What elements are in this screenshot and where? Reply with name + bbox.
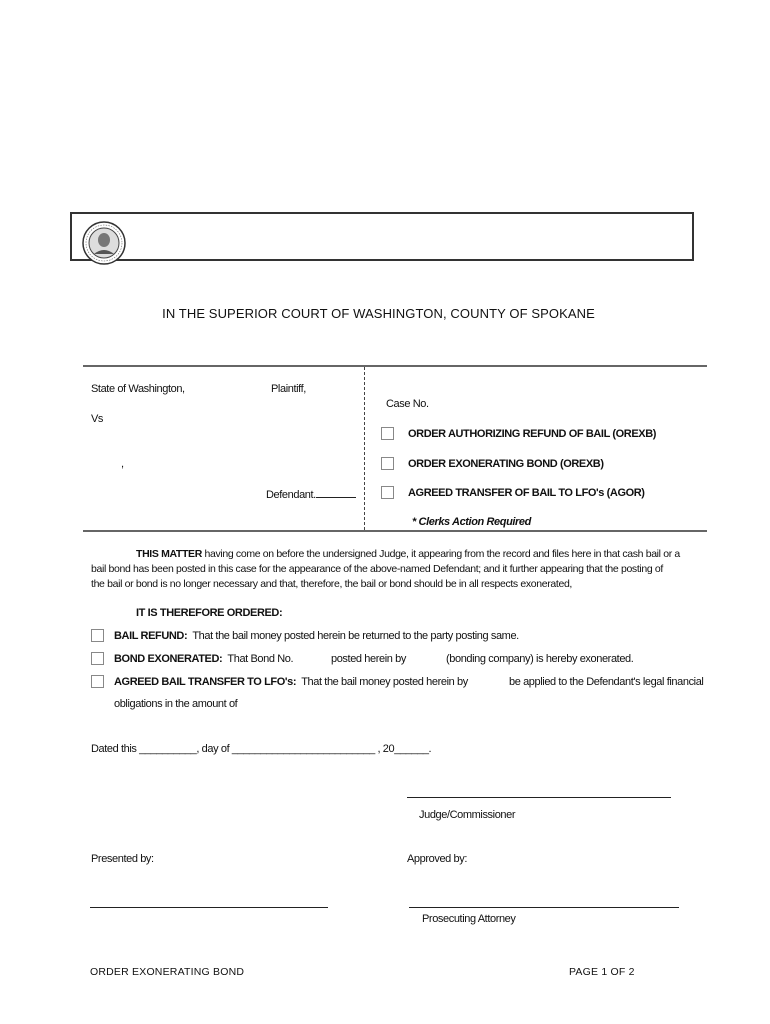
ordered-heading: IT IS THEREFORE ORDERED: — [136, 607, 283, 619]
caption-bottom-rule — [83, 530, 707, 532]
item-agreed-bail-transfer-amount: obligations in the amount of — [114, 698, 238, 710]
body-line-1: THIS MATTER having come on before the undersigned Judge, it appearing from the record and files here in that cash bail or a — [136, 548, 680, 560]
washington-state-seal-icon — [81, 220, 127, 266]
defendant-name: , — [121, 458, 124, 470]
body-line-3: the bail or bond is no longer necessary and that, therefore, the bail or bond should be in all respects exonerated, — [91, 578, 573, 590]
option-order-refund-bail: ORDER AUTHORIZING REFUND OF BAIL (OREXB) — [408, 428, 656, 440]
item-bond-exonerated-posted: posted herein by — [331, 653, 406, 665]
clerks-action-note: * Clerks Action Required — [412, 516, 531, 528]
defendant-label: Defendant. — [266, 488, 356, 501]
item-bond-exonerated-title: BOND EXONERATED: That Bond No. — [114, 653, 294, 665]
footer-document-title: ORDER EXONERATING BOND — [90, 966, 245, 978]
item-agreed-bail-transfer-title: AGREED BAIL TRANSFER TO LFO's: That the bail money posted herein by — [114, 676, 468, 688]
header-box — [70, 212, 694, 261]
caption-top-rule — [83, 365, 707, 367]
body-paragraph — [91, 547, 716, 592]
checkbox-bond-exonerated[interactable] — [91, 652, 104, 665]
item-bond-exonerated-company: (bonding company) is hereby exonerated. — [446, 653, 634, 665]
dated-line: Dated this __________, day of _________________________ , 20______. — [91, 743, 432, 755]
checkbox-bail-refund[interactable] — [91, 629, 104, 642]
footer-page-number: PAGE 1 OF 2 — [569, 966, 635, 978]
body-line-2: bail bond has been posted in this case for the appearance of the above-named Defendant; and it further appearing that the posting of — [91, 563, 663, 575]
option-order-exonerating-bond: ORDER EXONERATING BOND (OREXB) — [408, 458, 604, 470]
option-agreed-transfer: AGREED TRANSFER OF BAIL TO LFO's (AGOR) — [408, 487, 645, 499]
prosecuting-attorney-label: Prosecuting Attorney — [422, 913, 516, 925]
plaintiff-label: Plaintiff, — [271, 383, 306, 395]
checkbox-order-refund-bail[interactable] — [381, 427, 394, 440]
case-no-label: Case No. — [386, 398, 429, 410]
item-agreed-bail-transfer-applied: be applied to the Defendant's legal financial — [509, 676, 704, 688]
judge-signature-line[interactable] — [407, 797, 671, 798]
checkbox-order-exonerating-bond[interactable] — [381, 457, 394, 470]
court-title: IN THE SUPERIOR COURT OF WASHINGTON, COUNTY OF SPOKANE — [162, 306, 595, 321]
checkbox-agreed-bail-transfer[interactable] — [91, 675, 104, 688]
item-bail-refund: BAIL REFUND: That the bail money posted herein be returned to the party posting same. — [114, 630, 519, 642]
approved-by-signature-line[interactable] — [409, 907, 679, 908]
approved-by-label: Approved by: — [407, 853, 468, 865]
checkbox-agreed-transfer[interactable] — [381, 486, 394, 499]
versus-label: Vs — [91, 413, 104, 425]
caption-divider — [364, 367, 365, 530]
judge-label: Judge/Commissioner — [419, 809, 516, 821]
plaintiff-name: State of Washington, — [91, 383, 185, 395]
presented-by-label: Presented by: — [91, 853, 154, 865]
presented-by-signature-line[interactable] — [90, 907, 328, 908]
